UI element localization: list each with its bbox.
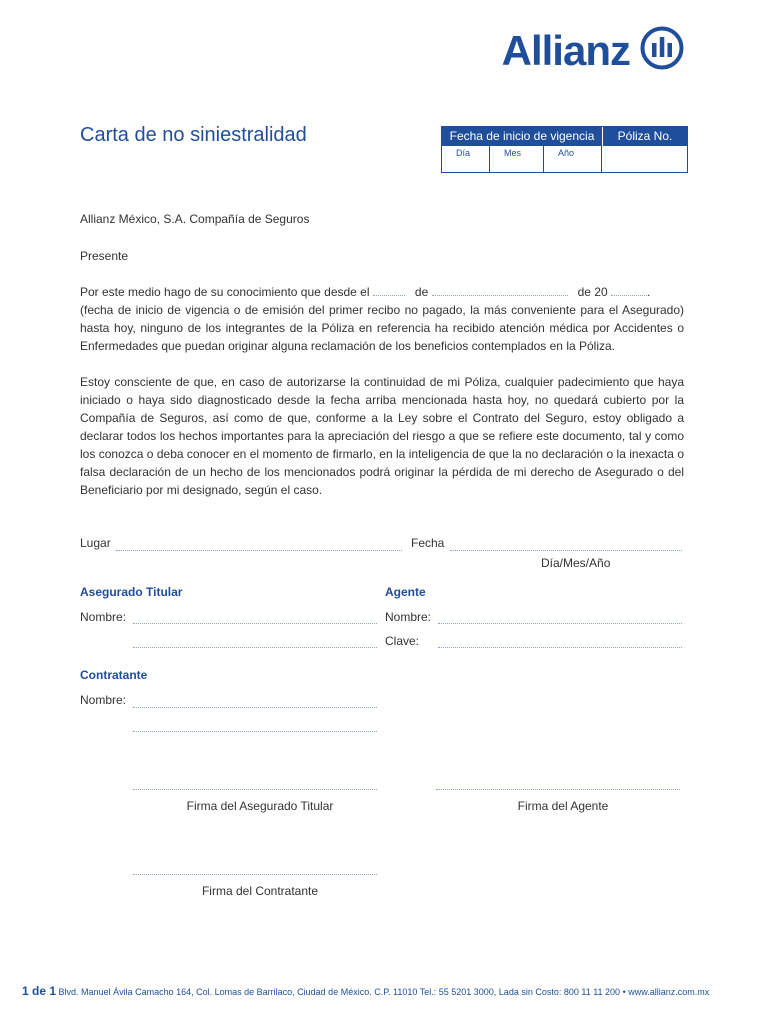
fecha-field[interactable] xyxy=(450,549,682,551)
blank-dia[interactable] xyxy=(373,283,405,296)
p1-rest: (fecha de inicio de vigencia o de emisión del primer recibo no pagado, la más conveniente para el Asegurado) hasta hoy, ninguno de los integrantes de la Póliza en referencia ha recibido atención médica por Accidentes o Enfermedades que puedan originar alguna reclamación de los beneficios contemplados en la Póliza. xyxy=(80,303,684,353)
asegurado-nombre-field[interactable] xyxy=(133,622,377,624)
blank-anio[interactable] xyxy=(611,283,647,296)
contratante-nombre-label: Nombre: xyxy=(80,693,127,707)
asegurado-heading: Asegurado Titular xyxy=(80,585,183,599)
fecha-label: Fecha xyxy=(411,536,445,550)
blank-mes[interactable] xyxy=(432,283,568,296)
brand-name: Allianz xyxy=(501,26,630,74)
page-indicator: 1 de 1 xyxy=(22,984,57,998)
p1-de: de xyxy=(414,285,429,299)
vigencia-mes[interactable]: Mes xyxy=(490,146,544,172)
paragraph-2: Estoy consciente de que, en caso de autorizarse la continuidad de mi Póliza, cualquier padecimiento que haya iniciado o haya sido diagnosticado desde la fecha arriba mencionada hasta hoy, no quedará cubierto por la Compañía de Seguros, así como de que, conforme a la Ley sobre el Contrato del Seguro, estoy obligado a declarar todos los hechos importantes para la apreciación del riesgo a que se refiere este documento, tal y como los conozca o deba conocer en el momento de firmarlo, en la inteligencia de que la no declaración o la inexacta o falsa declaración de un hecho de los mencionados podrá originar la pérdida de mi derecho de Asegurado o del Beneficiario por mi designado, según el caso. xyxy=(80,375,684,497)
vigencia-dia[interactable]: Día xyxy=(442,146,490,172)
agente-clave-field[interactable] xyxy=(438,646,682,648)
presente-label: Presente xyxy=(80,249,129,263)
firma-agente-label: Firma del Agente xyxy=(517,799,609,813)
firma-agente-line[interactable] xyxy=(436,788,680,790)
vigencia-table xyxy=(441,126,688,173)
page-title: Carta de no siniestralidad xyxy=(80,124,307,146)
allianz-logo xyxy=(502,26,684,75)
footer-address: Blvd. Manuel Ávila Camacho 164, Col. Lomas de Barrilaco, Ciudad de México. C.P. 11010 Tel.: 55 5201 3000, Lada sin Costo: 800 11 11 200 • www.allianz.com.mx xyxy=(58,987,710,997)
vigencia-col-poliza: Póliza No. xyxy=(617,129,673,143)
firma-contratante-line[interactable] xyxy=(133,873,377,875)
firma-asegurado-label: Firma del Asegurado Titular xyxy=(186,799,334,813)
page-footer xyxy=(22,984,709,998)
contratante-heading: Contratante xyxy=(80,668,148,682)
firma-asegurado-line[interactable] xyxy=(133,788,377,790)
agente-nombre-label: Nombre: xyxy=(385,610,432,624)
vigencia-anio[interactable]: Año xyxy=(544,146,602,172)
contratante-nombre-field[interactable] xyxy=(133,706,377,708)
vigencia-table-fields xyxy=(442,146,687,172)
paragraph-1 xyxy=(80,283,684,355)
p1-intro: Por este medio hago de su conocimiento que desde el xyxy=(80,285,370,299)
contratante-nombre-field-2[interactable] xyxy=(133,730,377,732)
lugar-field[interactable] xyxy=(116,549,402,551)
agente-heading: Agente xyxy=(385,585,426,599)
poliza-number-field[interactable] xyxy=(602,146,687,172)
vigencia-col-fecha: Fecha de inicio de vigencia xyxy=(442,127,603,146)
fecha-format-hint: Día/Mes/Año xyxy=(541,556,611,570)
agente-nombre-field[interactable] xyxy=(438,622,682,624)
asegurado-nombre-label: Nombre: xyxy=(80,610,127,624)
agente-clave-label: Clave: xyxy=(385,634,420,648)
firma-contratante-label: Firma del Contratante xyxy=(201,884,319,898)
lugar-label: Lugar xyxy=(80,536,111,550)
p1-period: . xyxy=(646,285,651,299)
company-name: Allianz México, S.A. Compañía de Seguros xyxy=(80,212,310,226)
asegurado-nombre-field-2[interactable] xyxy=(133,646,377,648)
p1-de20: de 20 xyxy=(577,285,608,299)
vigencia-table-header xyxy=(442,127,687,146)
allianz-logo-icon xyxy=(640,26,684,75)
